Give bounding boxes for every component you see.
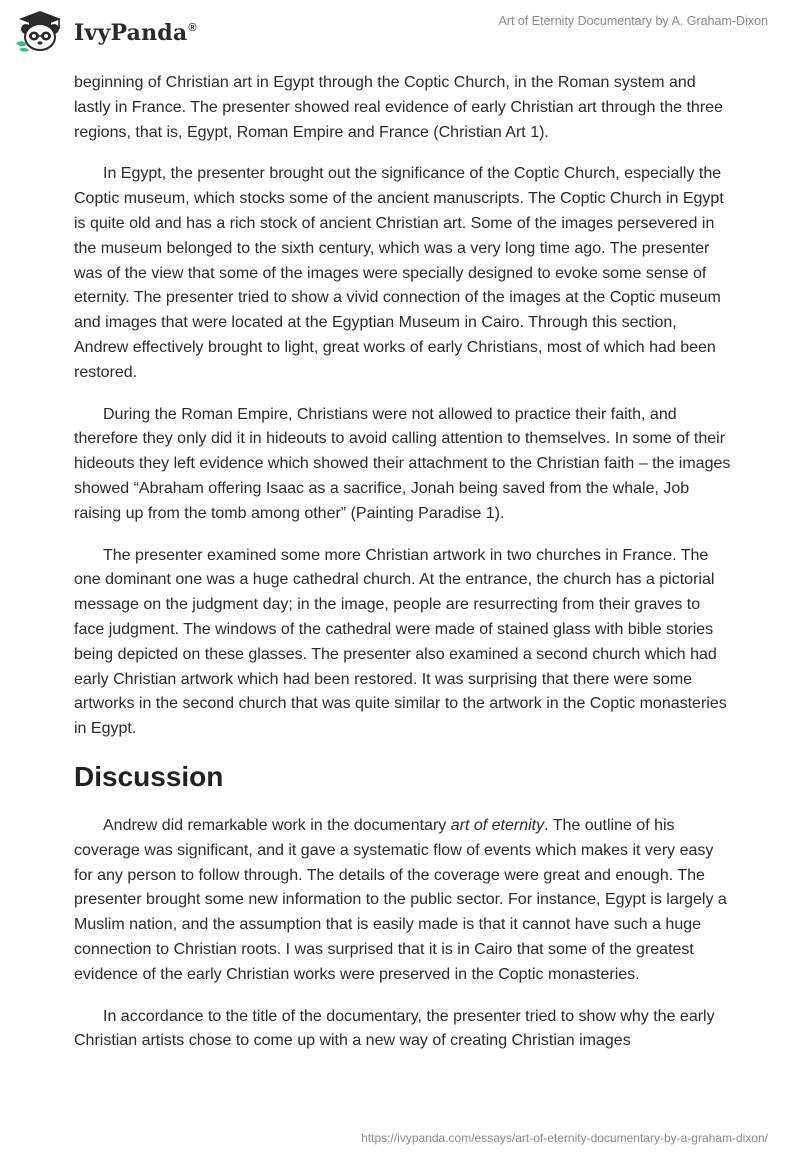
paragraph-3: During the Roman Empire, Christians were not allowed to practice their faith, and therefore they only did it in hideouts to avoid calling attention to themselves. In some of their hideouts they left evidence which showed their attachment to the Christian faith – the images showed “Abraham offering Isaac as a sacrifice, Jonah being saved from the whale, Job raising up from the tomb among other” (Painting Paradise 1).	[74, 405, 731, 522]
page-header	[0, 0, 800, 64]
essay-content	[74, 71, 734, 1071]
section-heading-discussion: Discussion	[74, 760, 224, 792]
paragraph-5-text-start: Andrew did remarkable work in the documentary	[103, 816, 451, 834]
registered-mark: ®	[188, 22, 197, 34]
documentary-title-italic: art of eternity	[450, 816, 545, 834]
source-url[interactable]: https://ivypanda.com/essays/art-of-eternity-documentary-by-a-graham-dixon/	[361, 1131, 768, 1145]
paragraph-4: The presenter examined some more Christian artwork in two churches in France. The one dominant one was a huge cathedral church. At the entrance, the church has a pictorial message on the judgment day; in the image, people are resurrecting from their graves to face judgment. The windows of the cathedral were made of stained glass with bible stories being depicted on these glasses. The presenter also examined a second church which had early Christian artwork which had been restored. It was surprising that there were some artworks in the second church that was quite similar to the artwork in the Coptic monasteries in Egypt.	[74, 546, 727, 738]
panda-graduate-icon	[14, 9, 66, 53]
paragraph-2: In Egypt, the presenter brought out the significance of the Coptic Church, especially the Coptic museum, which stocks some of the ancient manuscripts. The Coptic Church in Egypt is quite old and has a rich stock of ancient Christian art. Some of the images persevered in the museum belonged to the sixth century, which was a very long time ago. The presenter was of the view that some of the images were specially designed to evoke some sense of eternity. The presenter tried to show a vivid connection of the images at the Coptic museum and images that were located at the Egyptian Museum in Cairo. Through this section, Andrew effectively brought to light, great works of early Christians, most of which had been restored.	[74, 165, 724, 381]
paragraph-1: beginning of Christian art in Egypt through the Coptic Church, in the Roman system and lastly in France. The presenter showed real evidence of early Christian art through the three regions, that is, Egypt, Roman Empire and France (Christian Art 1).	[74, 74, 723, 141]
document-title: Art of Eternity Documentary by A. Graham-Dixon	[498, 14, 768, 28]
paragraph-5	[74, 814, 734, 988]
brand-name: IvyPanda®	[74, 20, 197, 46]
paragraph-6: In accordance to the title of the documentary, the presenter tried to show why the early Christian artists chose to come up with a new way of creating Christian images	[74, 1007, 715, 1050]
paragraph-5-text-end: . The outline of his coverage was significant, and it gave a systematic flow of events which makes it very easy for any person to follow through. The details of the coverage were great and enough. The presenter brought some new information to the public sector. For instance, Egypt is largely a Muslim nation, and the assumption that is easily made is that it cannot have such a huge connection to Christian roots. I was surprised that it is in Cairo that some of the greatest evidence of the early Christian works were preserved in the Coptic monasteries.	[74, 816, 727, 983]
ivypanda-logo[interactable]	[14, 9, 197, 53]
